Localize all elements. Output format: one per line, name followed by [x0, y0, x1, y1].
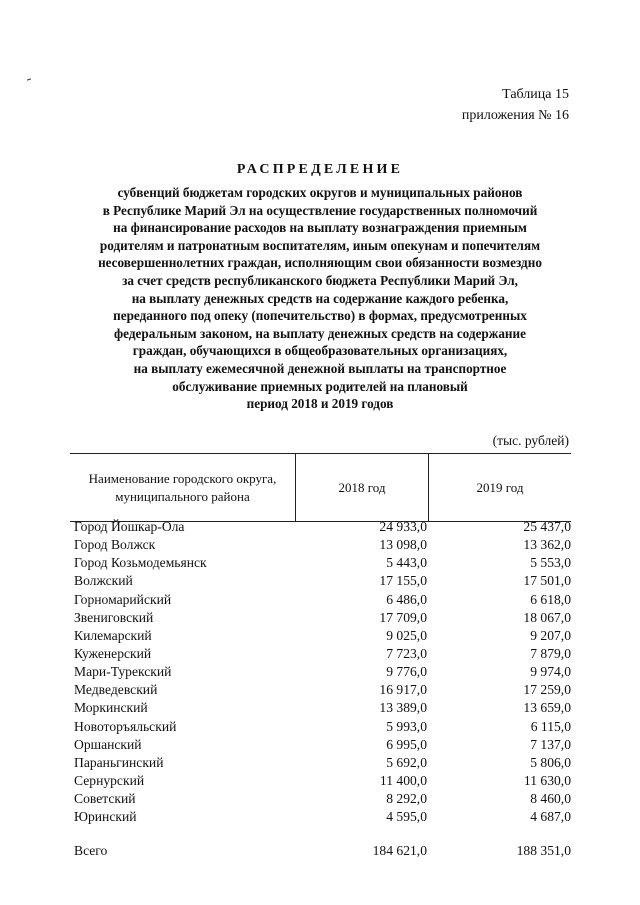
row-value-2018: 9 025,0: [386, 627, 427, 643]
row-value-2019: 6 618,0: [530, 591, 571, 607]
row-value-2019: 25 437,0: [523, 519, 571, 534]
row-name: Мари-Турекский: [74, 664, 172, 680]
subtitle-line: в Республике Марий Эл на осуществление государственных полномочий: [102, 202, 538, 218]
column-header-2019: 2019 год: [476, 479, 524, 495]
table-row: [70, 682, 571, 700]
subtitle-line: несовершеннолетних граждан, исполняющим свои обязанности возмездно: [98, 255, 542, 271]
column-header-2018: 2018 год: [296, 454, 429, 521]
table-row: [70, 610, 571, 628]
row-value-2019: 9 974,0: [530, 664, 571, 680]
document-header: [462, 84, 569, 126]
table-row: [70, 755, 571, 773]
appendix-reference: приложения № 16: [461, 108, 569, 123]
row-name: Медведевский: [74, 682, 158, 698]
subtitle-line: граждан, обучающихся в общеобразовательных организациях,: [132, 343, 508, 359]
row-name: Килемарский: [74, 627, 152, 643]
row-value-2019: 13 362,0: [523, 537, 571, 553]
subtitle-line: федеральным законом, на выплату денежных средств на содержание: [114, 325, 526, 341]
row-value-2019: 17 501,0: [523, 573, 571, 589]
row-value-2018: 13 389,0: [379, 700, 427, 716]
row-name: Город Волжск: [74, 537, 156, 553]
row-value-2018: 9 776,0: [386, 664, 427, 680]
subtitle-line: на финансирование расходов на выплату вознаграждения приемным: [113, 220, 527, 236]
row-name: Звениговский: [74, 609, 154, 625]
row-value-2019: 9 207,0: [530, 627, 571, 643]
row-name: Моркинский: [74, 700, 148, 716]
table-row: [70, 664, 571, 682]
row-name: Параньгинский: [74, 754, 164, 770]
table-reference: Таблица 15: [502, 87, 569, 102]
row-name: Горномарийский: [74, 591, 172, 607]
row-value-2018: 5 993,0: [386, 718, 427, 734]
row-value-2018: 7 723,0: [386, 645, 427, 661]
document-title: РАСПРЕДЕЛЕНИЕ: [236, 162, 404, 177]
table-row: [70, 809, 571, 827]
subtitle-line: обслуживание приемных родителей на плановый: [172, 378, 468, 394]
table-row: [70, 791, 571, 809]
subtitle-line: на выплату ежемесячной денежной выплаты на транспортное: [133, 360, 507, 376]
row-value-2019: 17 259,0: [523, 682, 571, 698]
table-row: [70, 773, 571, 791]
table-row: [70, 628, 571, 646]
row-value-2018: 8 292,0: [386, 791, 427, 807]
row-value-2018: 5 692,0: [386, 754, 427, 770]
row-value-2018: 6 995,0: [386, 736, 427, 752]
row-value-2019: 7 879,0: [530, 645, 571, 661]
row-value-2019: 18 067,0: [523, 609, 571, 625]
scan-mark: [27, 78, 31, 80]
total-value-2019: 188 351,0: [516, 843, 571, 858]
row-value-2019: 13 659,0: [523, 700, 571, 716]
subtitle-line: переданного под опеку (попечительство) в формах, предусмотренных: [113, 308, 527, 324]
row-value-2018: 13 098,0: [379, 537, 427, 553]
row-value-2018: 4 595,0: [386, 809, 427, 825]
table-row: [70, 737, 571, 755]
row-name: Волжский: [74, 573, 133, 589]
row-value-2018: 5 443,0: [386, 555, 427, 571]
total-value-2018: 184 621,0: [372, 843, 427, 858]
row-name: Куженерский: [74, 645, 152, 661]
total-row: [70, 843, 571, 861]
row-value-2019: 5 553,0: [530, 555, 571, 571]
table-row: [70, 519, 571, 537]
row-name: Сернурский: [74, 772, 145, 788]
table-row: [70, 537, 571, 555]
row-name: Юринский: [74, 809, 137, 825]
row-value-2019: 6 115,0: [530, 718, 571, 734]
row-name: Новоторъяльский: [74, 718, 177, 734]
row-name: Город Йошкар-Ола: [74, 519, 185, 534]
row-name: Оршанский: [74, 736, 142, 752]
table-row: [70, 719, 571, 737]
row-value-2018: 17 709,0: [379, 609, 427, 625]
table-row: [70, 700, 571, 718]
row-value-2019: 8 460,0: [530, 791, 571, 807]
row-value-2019: 7 137,0: [530, 736, 571, 752]
row-value-2019: 11 630,0: [523, 772, 571, 788]
table-row: [70, 555, 571, 573]
subtitle-line: за счет средств республиканского бюджета Республики Марий Эл,: [122, 272, 518, 288]
row-value-2018: 11 400,0: [379, 772, 427, 788]
total-label: Всего: [74, 843, 108, 858]
table-row: [70, 592, 571, 610]
table-header: [70, 453, 571, 522]
row-value-2019: 5 806,0: [530, 754, 571, 770]
row-value-2018: 17 155,0: [379, 573, 427, 589]
table-row: [70, 573, 571, 591]
column-header-name: Наименование городского округа, муниципального района: [70, 454, 296, 521]
row-value-2018: 24 933,0: [379, 519, 427, 534]
row-name: Город Козьмодемьянск: [74, 555, 207, 571]
row-value-2018: 16 917,0: [379, 682, 427, 698]
subtitle-line: родителям и патронатным воспитателям, иным опекунам и попечителям: [99, 237, 541, 253]
document-subtitle: [70, 184, 570, 413]
subtitle-line: субвенций бюджетам городских округов и муниципальных районов: [117, 185, 523, 200]
table-body: [70, 519, 571, 827]
units-label: (тыс. рублей): [492, 433, 569, 448]
row-value-2019: 4 687,0: [530, 809, 571, 825]
subtitle-line: на выплату денежных средств на содержание каждого ребенка,: [131, 290, 509, 306]
subtitle-line: период 2018 и 2019 годов: [246, 396, 394, 412]
row-value-2018: 6 486,0: [386, 591, 427, 607]
table-row: [70, 646, 571, 664]
row-name: Советский: [74, 791, 136, 807]
